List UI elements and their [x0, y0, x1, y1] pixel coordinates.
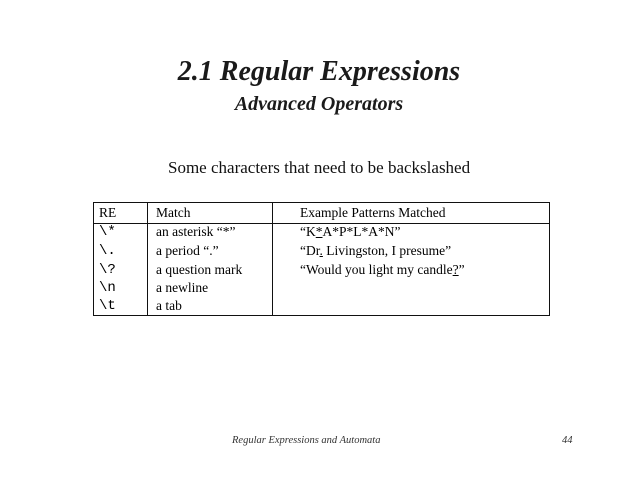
- column-divider: [272, 203, 273, 315]
- re-cell: \n: [99, 280, 116, 296]
- example-cell: “Would you light my candle?”: [300, 262, 465, 277]
- operators-table: [93, 202, 550, 316]
- header-example: Example Patterns Matched: [300, 205, 446, 220]
- re-cell: \?: [99, 262, 116, 278]
- match-cell: an asterisk “*”: [156, 224, 236, 239]
- page-number: 44: [562, 435, 573, 446]
- re-cell: \t: [99, 298, 116, 314]
- re-cell: \.: [99, 243, 116, 259]
- match-cell: a newline: [156, 280, 209, 295]
- match-cell: a tab: [156, 298, 182, 313]
- intro-text: Some characters that need to be backslashed: [168, 158, 471, 177]
- example-cell: “K*A*P*L*A*N”: [300, 224, 401, 239]
- match-cell: a period “.”: [156, 243, 219, 258]
- footer-text: Regular Expressions and Automata: [232, 435, 381, 446]
- slide-title: 2.1 Regular Expressions: [177, 56, 461, 87]
- header-match: Match: [156, 205, 191, 220]
- re-cell: \*: [99, 224, 116, 240]
- match-cell: a question mark: [156, 262, 243, 277]
- column-divider: [147, 203, 148, 315]
- example-cell: “Dr. Livingston, I presume”: [300, 243, 452, 258]
- header-re: RE: [99, 205, 117, 220]
- slide-subtitle: Advanced Operators: [234, 93, 404, 115]
